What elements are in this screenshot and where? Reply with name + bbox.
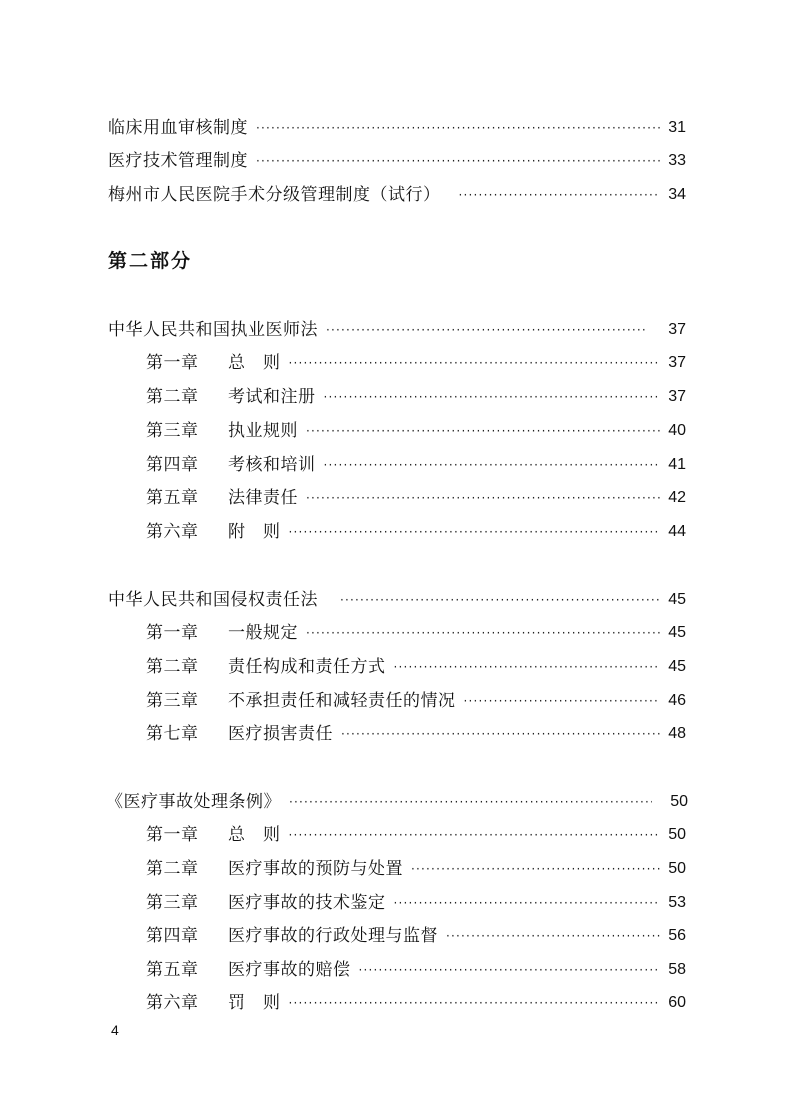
dot-leader: [306, 483, 660, 513]
toc-entry-title: 临床用血审核制度: [108, 118, 248, 138]
toc-chapter[interactable]: [146, 921, 686, 951]
toc-entry[interactable]: [108, 146, 686, 176]
dot-leader: [394, 652, 661, 682]
chapter-page: 37: [668, 354, 686, 371]
toc-section-page: 37: [668, 321, 686, 338]
chapter-page: 45: [668, 624, 686, 641]
chapter-title: 考核和培训: [228, 455, 316, 475]
toc-section-page: 50: [670, 793, 688, 810]
chapter-page: 46: [668, 692, 686, 709]
toc-entry-page: 31: [668, 119, 686, 136]
toc-section-title: 《医疗事故处理条例》: [106, 792, 281, 812]
chapter-page: 37: [668, 388, 686, 405]
chapter-number: 第三章: [146, 893, 199, 913]
dot-leader: [306, 416, 660, 446]
toc-chapter[interactable]: [146, 820, 686, 850]
chapter-page: 45: [668, 658, 686, 675]
chapter-title: 医疗事故的技术鉴定: [228, 893, 386, 913]
chapter-number: 第一章: [146, 353, 199, 373]
chapter-page: 60: [668, 994, 686, 1011]
chapter-number: 第二章: [146, 657, 199, 677]
toc-entry[interactable]: [108, 113, 686, 143]
toc-entry-title: 医疗技术管理制度: [108, 151, 248, 171]
chapter-number: 第五章: [146, 488, 199, 508]
toc-section-title: 中华人民共和国侵权责任法: [108, 590, 318, 610]
toc-section[interactable]: [106, 787, 688, 817]
chapter-number: 第二章: [146, 387, 199, 407]
dot-leader: [340, 585, 660, 615]
chapter-page: 50: [668, 826, 686, 843]
chapter-page: 40: [668, 422, 686, 439]
chapter-page: 58: [668, 961, 686, 978]
toc-section[interactable]: [108, 315, 686, 345]
chapter-title: 医疗事故的预防与处置: [228, 859, 403, 879]
chapter-page: 53: [668, 894, 686, 911]
part-heading: 第二部分: [108, 250, 193, 272]
page-number: 4: [111, 1022, 119, 1038]
toc-chapter[interactable]: [146, 719, 686, 749]
chapter-number: 第一章: [146, 825, 199, 845]
toc-entry-page: 33: [668, 152, 686, 169]
dot-leader: [411, 854, 660, 884]
dot-leader: [326, 315, 646, 345]
toc-entry[interactable]: [108, 180, 686, 210]
chapter-title: 法律责任: [228, 488, 298, 508]
chapter-title: 附 则: [228, 522, 281, 542]
chapter-title: 医疗事故的赔偿: [228, 960, 351, 980]
chapter-page: 42: [668, 489, 686, 506]
chapter-number: 第七章: [146, 724, 199, 744]
toc-entry-title: 梅州市人民医院手术分级管理制度（试行）: [108, 185, 441, 205]
dot-leader: [464, 686, 661, 716]
chapter-title: 总 则: [228, 353, 281, 373]
chapter-title: 一般规定: [228, 623, 298, 643]
toc-chapter[interactable]: [146, 348, 686, 378]
toc-chapter[interactable]: [146, 854, 686, 884]
chapter-number: 第四章: [146, 455, 199, 475]
chapter-page: 48: [668, 725, 686, 742]
dot-leader: [359, 955, 661, 985]
toc-chapter[interactable]: [146, 888, 686, 918]
toc-chapter[interactable]: [146, 618, 686, 648]
chapter-number: 第三章: [146, 691, 199, 711]
dot-leader: [324, 450, 661, 480]
dot-leader: [459, 180, 661, 210]
toc-chapter[interactable]: [146, 686, 686, 716]
toc-section[interactable]: [108, 585, 686, 615]
dot-leader: [289, 348, 661, 378]
chapter-page: 50: [668, 860, 686, 877]
dot-leader: [306, 618, 660, 648]
chapter-number: 第六章: [146, 522, 199, 542]
dot-leader: [289, 517, 661, 547]
chapter-title: 不承担责任和减轻责任的情况: [228, 691, 456, 711]
chapter-title: 总 则: [228, 825, 281, 845]
chapter-title: 罚 则: [228, 993, 281, 1013]
dot-leader: [341, 719, 660, 749]
toc-chapter[interactable]: [146, 483, 686, 513]
dot-leader: [289, 787, 652, 817]
toc-chapter[interactable]: [146, 416, 686, 446]
chapter-title: 执业规则: [228, 421, 298, 441]
dot-leader: [289, 820, 661, 850]
chapter-number: 第四章: [146, 926, 199, 946]
dot-leader: [256, 113, 660, 143]
chapter-title: 医疗损害责任: [228, 724, 333, 744]
chapter-title: 责任构成和责任方式: [228, 657, 386, 677]
dot-leader: [394, 888, 661, 918]
chapter-title: 医疗事故的行政处理与监督: [228, 926, 438, 946]
toc-chapter[interactable]: [146, 450, 686, 480]
dot-leader: [446, 921, 660, 951]
chapter-number: 第五章: [146, 960, 199, 980]
chapter-number: 第二章: [146, 859, 199, 879]
toc-chapter[interactable]: [146, 988, 686, 1018]
toc-chapter[interactable]: [146, 652, 686, 682]
chapter-number: 第一章: [146, 623, 199, 643]
chapter-page: 56: [668, 927, 686, 944]
toc-chapter[interactable]: [146, 955, 686, 985]
toc-chapter[interactable]: [146, 382, 686, 412]
toc-section-page: 45: [668, 591, 686, 608]
chapter-number: 第三章: [146, 421, 199, 441]
toc-chapter[interactable]: [146, 517, 686, 547]
toc-entry-page: 34: [668, 186, 686, 203]
chapter-page: 41: [668, 456, 686, 473]
dot-leader: [324, 382, 661, 412]
chapter-title: 考试和注册: [228, 387, 316, 407]
dot-leader: [256, 146, 660, 176]
chapter-page: 44: [668, 523, 686, 540]
toc-section-title: 中华人民共和国执业医师法: [108, 320, 318, 340]
dot-leader: [289, 988, 661, 1018]
chapter-number: 第六章: [146, 993, 199, 1013]
